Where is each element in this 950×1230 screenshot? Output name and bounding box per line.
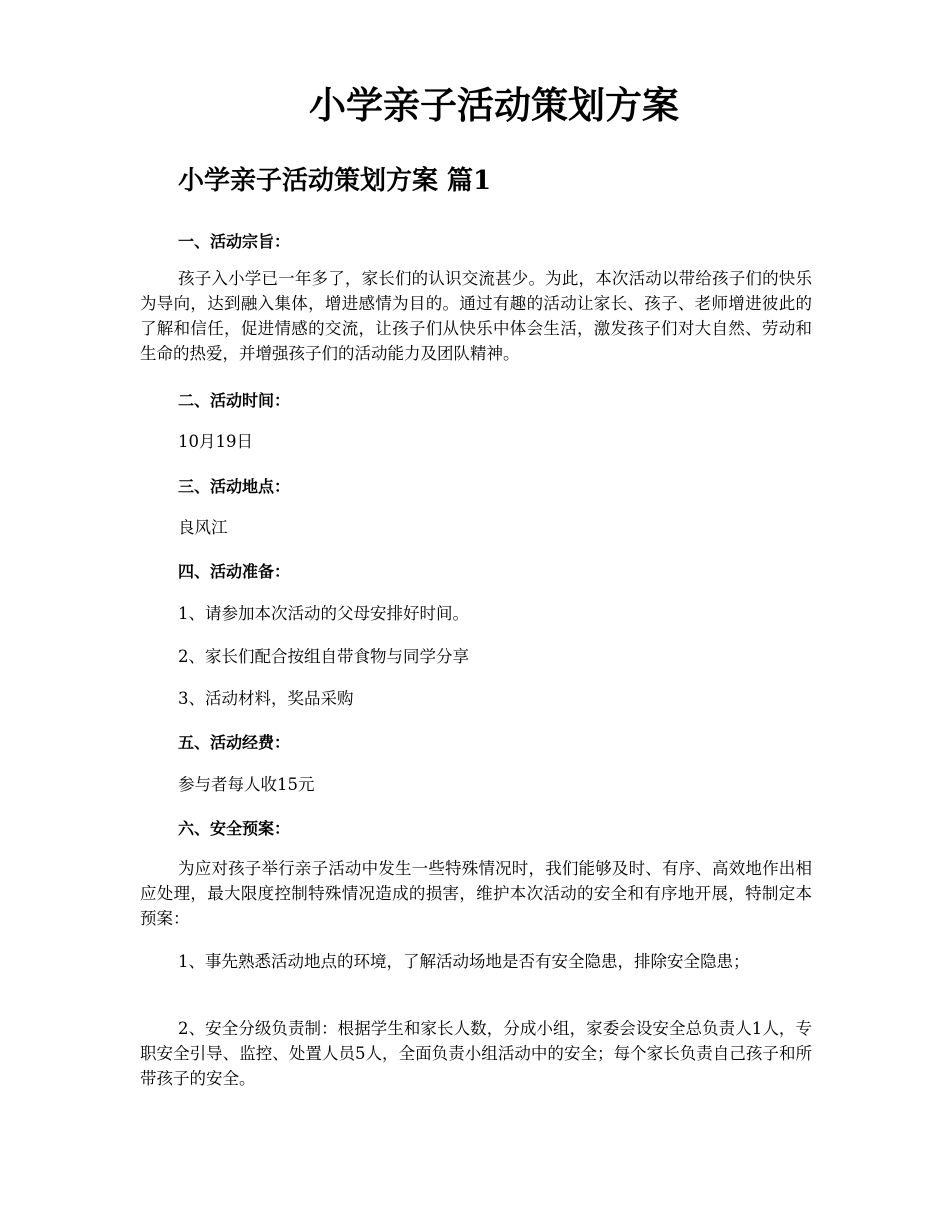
preparation-item: 2、家长们配合按组自带食物与同学分享 <box>178 647 469 666</box>
purpose-paragraph: 孩子入小学已一年多了，家长们的认识交流甚少。为此，本次活动以带给孩子们的快乐为导向，达到融入集体，增进感情为目的。通过有趣的活动让家长、孩子、老师增进彼此的了解和信任，促进情感的交流，让孩子们从快乐中体会生活，激发孩子们对大自然、劳动和生命的热爱，并增强孩子们的活动能力及团队精神。 <box>140 269 812 363</box>
preparation-item: 1、请参加本次活动的父母安排好时间。 <box>178 604 469 623</box>
safety-item: 1、事先熟悉活动地点的环境，了解活动场地是否有安全隐患，排除安全隐患； <box>178 952 750 971</box>
location-value: 良风江 <box>178 518 228 537</box>
safety-item: 2、安全分级负责制：根据学生和家长人数，分成小组，家委会设安全总负责人1人，专职安全引导、监控、处置人员5人，全面负责小组活动中的安全；每个家长负责自己孩子和所带孩子的安全。 <box>140 1019 812 1088</box>
document-title: 小学亲子活动策划方案 <box>309 83 679 127</box>
heading-preparation: 四、活动准备： <box>178 562 291 581</box>
heading-time: 二、活动时间： <box>178 391 291 410</box>
heading-fee: 五、活动经费： <box>178 733 291 752</box>
section-title: 小学亲子活动策划方案 篇1 <box>178 166 492 196</box>
fee-value: 参与者每人收15元 <box>178 775 315 794</box>
preparation-item: 3、活动材料，奖品采购 <box>178 689 354 708</box>
heading-location: 三、活动地点： <box>178 477 291 496</box>
time-value: 10月19日 <box>178 432 253 451</box>
safety-intro: 为应对孩子举行亲子活动中发生一些特殊情况时，我们能够及时、有序、高效地作出相应处理，最大限度控制特殊情况造成的损害，维护本次活动的安全和有序地开展，特制定本预案： <box>140 859 812 928</box>
heading-purpose: 一、活动宗旨： <box>178 232 291 251</box>
heading-safety: 六、安全预案： <box>178 819 291 838</box>
